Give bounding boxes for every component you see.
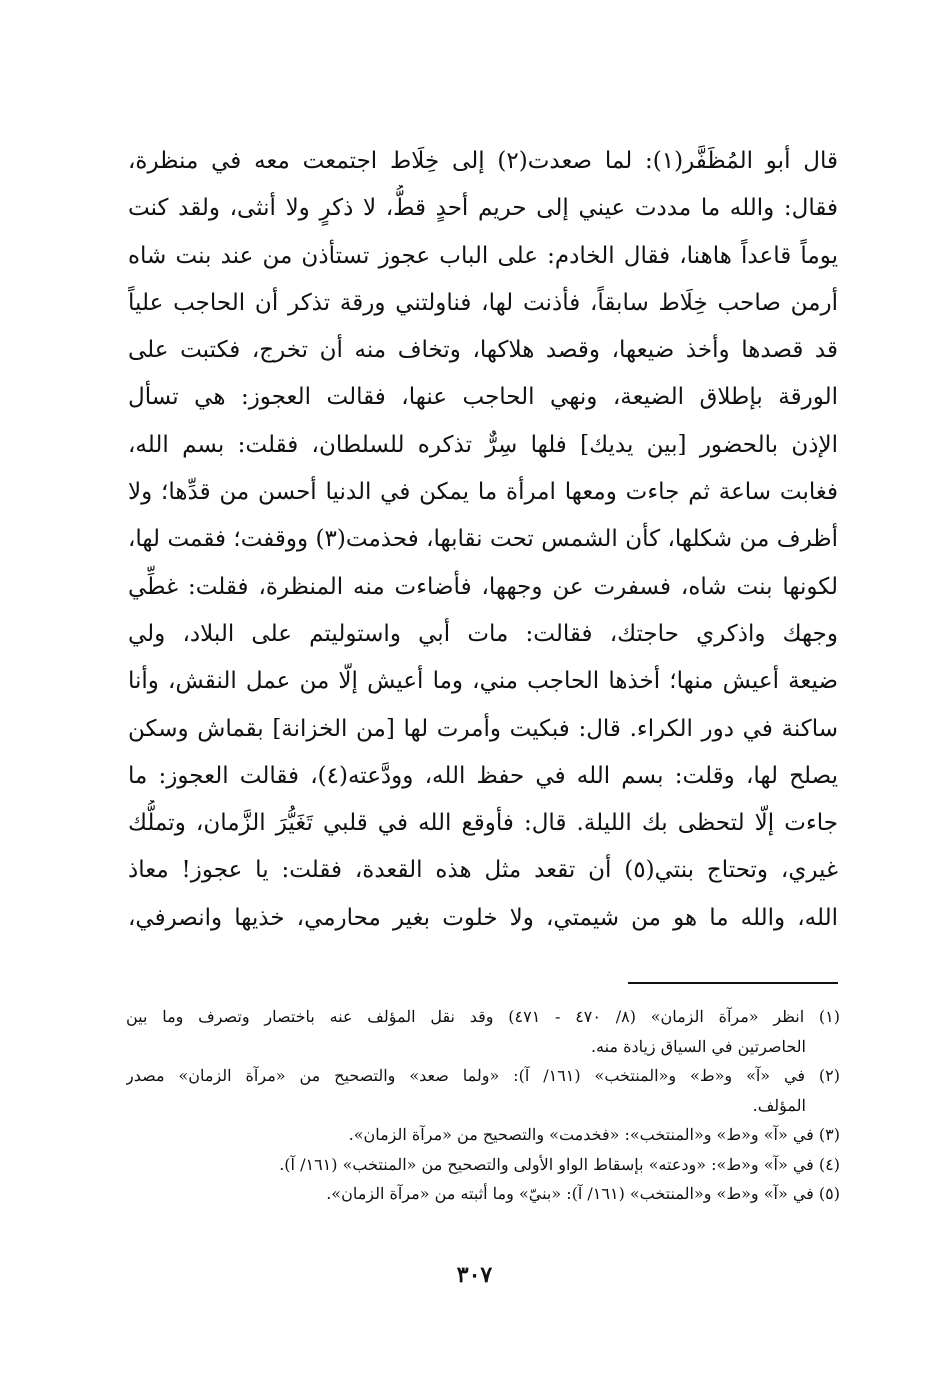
body-line: يصلح لها، وقلت: بسم الله في حفظ الله، وودَّعته(٤)، فقالت العجوز: ما	[128, 762, 838, 789]
body-line: فغابت ساعة ثم جاءت ومعها امرأة ما يمكن في الدنيا أحسن من قدِّها؛ ولا	[128, 479, 838, 506]
footnote-3: (٣) في «آ» و«ط» و«المنتخب»: «فخدمت» والتصحيح من «مرآة الزمان».	[348, 1125, 840, 1144]
body-line: الورقة بإطلاق الضيعة، ونهي الحاجب عنها، فقالت العجوز: هي تسأل	[128, 384, 838, 411]
main-text-block	[128, 138, 838, 942]
body-line: ساكنة في دور الكراء. قال: فبكيت وأمرت لها [من الخزانة] بقماش وسكن	[128, 715, 838, 742]
body-line: الله، والله ما هو من شيمتي، ولا خلوت بغير محارمي، خذيها وانصرفي،	[128, 904, 838, 931]
body-line: قال أبو المُظَفَّر(١): لما صعدت(٢) إلى خِلَاط اجتمعت معه في منظرة،	[128, 148, 838, 174]
body-line: أرمن صاحب خِلَاط سابقاً، فأذنت لها، فناولتني ورقة تذكر أن الحاجب علياً	[128, 289, 838, 316]
footnote-1: (١) انظر «مرآة الزمان» (٨/ ٤٧٠ - ٤٧١) وقد نقل المؤلف عنه باختصار وتصرف وما بين	[126, 1007, 840, 1026]
footnote-5: (٥) في «آ» و«ط» و«المنتخب» (١٦١/ آ): «بنيّ» وما أثبته من «مرآة الزمان».	[326, 1184, 840, 1203]
footnote-separator	[628, 982, 838, 984]
body-line: يوماً قاعداً هاهنا، فقال الخادم: على الباب عجوز تستأذن من عند بنت شاه	[128, 242, 838, 269]
body-line: غيري، وتحتاج بنتي(٥) أن تقعد مثل هذه القعدة، فقلت: يا عجوز! معاذ	[128, 857, 838, 884]
body-line: فقال: والله ما مددت عيني إلى حريم أحدٍ قطُّ، لا ذكرٍ ولا أنثى، ولقد كنت	[128, 195, 838, 222]
body-line: لكونها بنت شاه، فسفرت عن وجهها، فأضاءت منه المنظرة، فقلت: غطِّي	[128, 573, 838, 600]
body-line: أظرف من شكلها، كأن الشمس تحت نقابها، فحذمت(٣) ووقفت؛ فقمت لها،	[128, 526, 838, 553]
body-line: قد قصدها وأخذ ضيعها، وقصد هلاكها، وتخاف منه أن تخرج، فكتبت على	[128, 337, 838, 364]
footnote-1-continued: الحاصرتين في السياق زيادة منه.	[590, 1036, 806, 1056]
footnote-2: (٢) في «آ» و«ط» و«المنتخب» (١٦١/ آ): «ولما صعد» والتصحيح من «مرآة الزمان» مصدر	[126, 1066, 840, 1085]
footnotes-block	[126, 1002, 840, 1209]
body-line: جاءت إلّا لتحظى بك الليلة. قال: فأوقع الله في قلبي تَغَيُّرَ الزَّمان، وتملُّك	[128, 810, 838, 837]
footnote-4: (٤) في «آ» و«ط»: «ودعته» بإسقاط الواو الأولى والتصحيح من «المنتخب» (١٦١/ آ).	[279, 1154, 840, 1174]
body-line: الإذن بالحضور [بين يديك] فلها سِرٌّ تذكره للسلطان، فقلت: بسم الله،	[128, 431, 838, 458]
footnote-2-continued: المؤلف.	[752, 1095, 806, 1115]
body-line: وجهك واذكري حاجتك، فقالت: مات أبي واستوليتم على البلاد، ولي	[128, 620, 838, 647]
body-line: ضيعة أعيش منها؛ أخذها الحاجب مني، وما أعيش إلّا من عمل النقش، وأنا	[128, 668, 838, 695]
page-number: ٣٠٧	[456, 1262, 493, 1288]
